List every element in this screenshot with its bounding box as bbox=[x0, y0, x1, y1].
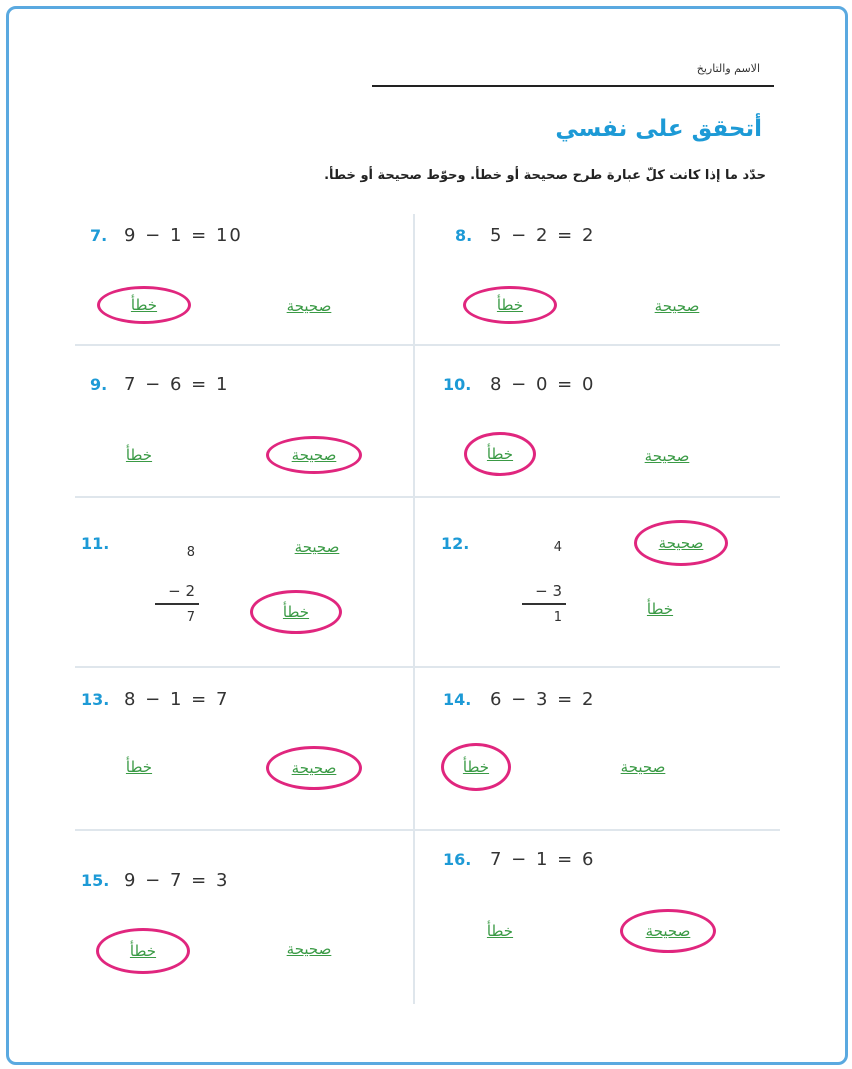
problem-11-minuend: 8 bbox=[186, 545, 195, 560]
problem-8-true-choice[interactable]: صحيحة bbox=[654, 297, 700, 315]
problem-11-answer-line bbox=[155, 603, 199, 605]
row-divider bbox=[75, 666, 780, 668]
problem-7-number: 7. bbox=[90, 226, 108, 245]
problem-16-false-choice[interactable]: خطأ bbox=[486, 922, 514, 940]
problem-12-result: 1 bbox=[553, 610, 562, 625]
problem-8-false-choice-circled[interactable]: خطأ bbox=[463, 286, 557, 324]
problem-9-false-choice[interactable]: خطأ bbox=[125, 446, 153, 464]
problem-13-equation: 8 − 1 = 7 bbox=[124, 689, 230, 710]
column-divider bbox=[413, 214, 415, 1004]
problem-15-equation: 9 − 7 = 3 bbox=[124, 870, 230, 891]
problem-16-number: 16. bbox=[443, 850, 472, 869]
problem-9-equation: 7 − 6 = 1 bbox=[124, 374, 230, 395]
instructions: حدّد ما إذا كانت كلّ عبارة طرح صحيحة أو خطأ. وحوّط صحيحة أو خطأ. bbox=[324, 168, 766, 183]
problem-11-number: 11. bbox=[81, 534, 110, 553]
problem-7-equation: 9 − 1 = 10 bbox=[124, 225, 243, 246]
problem-12-answer-line bbox=[522, 603, 566, 605]
problem-16-true-choice-circled[interactable]: صحيحة bbox=[620, 909, 716, 953]
row-divider bbox=[75, 829, 780, 831]
problem-9-number: 9. bbox=[90, 375, 108, 394]
page-title: أتحقق على نفسي bbox=[555, 116, 762, 142]
problem-7-false-choice-circled[interactable]: خطأ bbox=[97, 286, 191, 324]
problem-8-equation: 5 − 2 = 2 bbox=[490, 225, 596, 246]
problem-13-true-choice-circled[interactable]: صحيحة bbox=[266, 746, 362, 790]
problem-12-number: 12. bbox=[441, 534, 470, 553]
row-divider bbox=[75, 496, 780, 498]
problem-11-false-choice-circled[interactable]: خطأ bbox=[250, 590, 342, 634]
problem-10-equation: 8 − 0 = 0 bbox=[490, 374, 596, 395]
problem-14-equation: 6 − 3 = 2 bbox=[490, 689, 596, 710]
problem-12-minuend: 4 bbox=[553, 540, 562, 555]
problem-11-true-choice[interactable]: صحيحة bbox=[294, 538, 340, 556]
name-date-label: الاسم والتاريخ bbox=[696, 62, 760, 75]
row-divider bbox=[75, 344, 780, 346]
problem-11-subtrahend: − 2 bbox=[168, 582, 195, 600]
problem-15-false-choice-circled[interactable]: خطأ bbox=[96, 928, 190, 974]
problem-14-false-choice-circled[interactable]: خطأ bbox=[441, 743, 511, 791]
problem-11-result: 7 bbox=[186, 610, 195, 625]
problem-10-false-choice-circled[interactable]: خطأ bbox=[464, 432, 536, 476]
problem-15-number: 15. bbox=[81, 871, 110, 890]
problem-16-equation: 7 − 1 = 6 bbox=[490, 849, 596, 870]
problem-15-true-choice[interactable]: صحيحة bbox=[286, 940, 332, 958]
problem-8-number: 8. bbox=[455, 226, 473, 245]
problem-13-false-choice[interactable]: خطأ bbox=[125, 758, 153, 776]
problem-7-true-choice[interactable]: صحيحة bbox=[286, 297, 332, 315]
copyright-strip bbox=[801, 822, 811, 1012]
problem-9-true-choice-circled[interactable]: صحيحة bbox=[266, 436, 362, 474]
problem-14-number: 14. bbox=[443, 690, 472, 709]
problem-12-subtrahend: − 3 bbox=[535, 582, 562, 600]
name-date-line bbox=[372, 85, 774, 87]
problem-10-true-choice[interactable]: صحيحة bbox=[644, 447, 690, 465]
problem-13-number: 13. bbox=[81, 690, 110, 709]
problem-12-false-choice[interactable]: خطأ bbox=[646, 600, 674, 618]
problem-10-number: 10. bbox=[443, 375, 472, 394]
problem-12-true-choice-circled[interactable]: صحيحة bbox=[634, 520, 728, 566]
problem-14-true-choice[interactable]: صحيحة bbox=[620, 758, 666, 776]
